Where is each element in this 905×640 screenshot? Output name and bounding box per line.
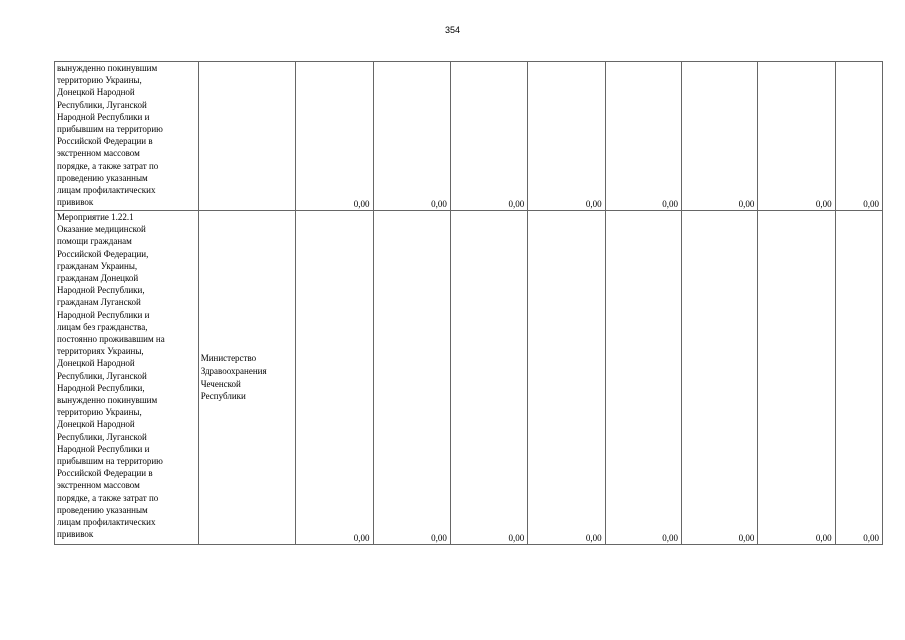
text-line: лицам профилактических bbox=[57, 185, 156, 196]
text-line: прививок bbox=[57, 529, 94, 540]
table-row bbox=[55, 62, 883, 211]
text-line: постоянно проживавшим на bbox=[57, 334, 165, 345]
text-line: Республики, Луганской bbox=[57, 431, 147, 442]
text-line: Здравоохранения bbox=[200, 365, 267, 376]
text-line: Народной Республики, bbox=[57, 382, 145, 393]
text-line: прибывшим на территорию bbox=[57, 124, 163, 135]
text-line: Донецкой Народной bbox=[57, 358, 135, 369]
text-line: Народной Республики и bbox=[57, 443, 150, 454]
value-cell: 0,00 bbox=[373, 211, 450, 545]
page-number: 354 bbox=[444, 25, 461, 35]
text-line: территориях Украины, bbox=[57, 346, 144, 357]
budget-table bbox=[54, 61, 883, 545]
value-cell: 0,00 bbox=[835, 211, 882, 545]
value-cell: 0,00 bbox=[605, 62, 681, 211]
value-cell: 0,00 bbox=[373, 62, 450, 211]
value-cell: 0,00 bbox=[528, 62, 605, 211]
text-line: вынужденно покинувшим bbox=[57, 63, 158, 73]
text-line: Мероприятие 1.22.1 bbox=[57, 212, 134, 222]
value-cell: 0,00 bbox=[681, 62, 757, 211]
text-line: Чеченской bbox=[200, 378, 241, 389]
measure-description-cell bbox=[55, 211, 199, 545]
table-row bbox=[55, 211, 883, 545]
value-cell: 0,00 bbox=[758, 62, 835, 211]
text-line: гражданам Донецкой bbox=[57, 273, 139, 284]
text-line: Российской Федерации, bbox=[57, 248, 149, 259]
value-cell: 0,00 bbox=[450, 211, 527, 545]
text-line: Донецкой Народной bbox=[57, 419, 135, 430]
value-cell: 0,00 bbox=[296, 62, 373, 211]
text-line: Донецкой Народной bbox=[57, 87, 135, 98]
text-line: проведению указанным bbox=[57, 504, 148, 515]
text-line: Российской Федерации в bbox=[57, 468, 153, 479]
text-line: Народной Республики, bbox=[57, 285, 145, 296]
text-line: Республики, Луганской bbox=[57, 99, 147, 110]
text-line: гражданам Украины, bbox=[57, 260, 138, 271]
measure-description bbox=[57, 211, 196, 540]
text-line: лицам профилактических bbox=[57, 517, 156, 528]
text-line: территорию Украины, bbox=[57, 407, 142, 418]
text-line: прибывшим на территорию bbox=[57, 456, 163, 467]
text-line: территорию Украины, bbox=[57, 75, 142, 86]
value-cell: 0,00 bbox=[528, 211, 605, 545]
measure-description bbox=[57, 62, 196, 208]
value-cell: 0,00 bbox=[758, 211, 835, 545]
text-line: Республики bbox=[200, 391, 246, 402]
executor-cell bbox=[198, 62, 295, 211]
text-line: прививок bbox=[57, 197, 94, 208]
text-line: проведению указанным bbox=[57, 172, 148, 183]
measure-description-cell bbox=[55, 62, 199, 211]
text-line: экстренном массовом bbox=[57, 148, 140, 159]
text-line: порядке, а также затрат по bbox=[57, 160, 159, 171]
text-line: Российской Федерации в bbox=[57, 136, 153, 147]
text-line: гражданам Луганской bbox=[57, 297, 141, 308]
value-cell: 0,00 bbox=[681, 211, 757, 545]
value-cell: 0,00 bbox=[296, 211, 373, 545]
text-line: Народной Республики и bbox=[57, 111, 150, 122]
text-line: лицам без гражданства, bbox=[57, 321, 148, 332]
text-line: помощи гражданам bbox=[57, 236, 132, 247]
value-cell: 0,00 bbox=[450, 62, 527, 211]
executor-cell bbox=[198, 211, 295, 545]
value-cell: 0,00 bbox=[605, 211, 681, 545]
text-line: Оказание медицинской bbox=[57, 224, 146, 235]
text-line: Министерство bbox=[200, 353, 257, 364]
text-line: Народной Республики и bbox=[57, 309, 150, 320]
executor-name bbox=[201, 352, 293, 402]
value-cell: 0,00 bbox=[835, 62, 882, 211]
text-line: экстренном массовом bbox=[57, 480, 140, 491]
text-line: вынужденно покинувшим bbox=[57, 395, 158, 406]
text-line: порядке, а также затрат по bbox=[57, 492, 159, 503]
text-line: Республики, Луганской bbox=[57, 370, 147, 381]
